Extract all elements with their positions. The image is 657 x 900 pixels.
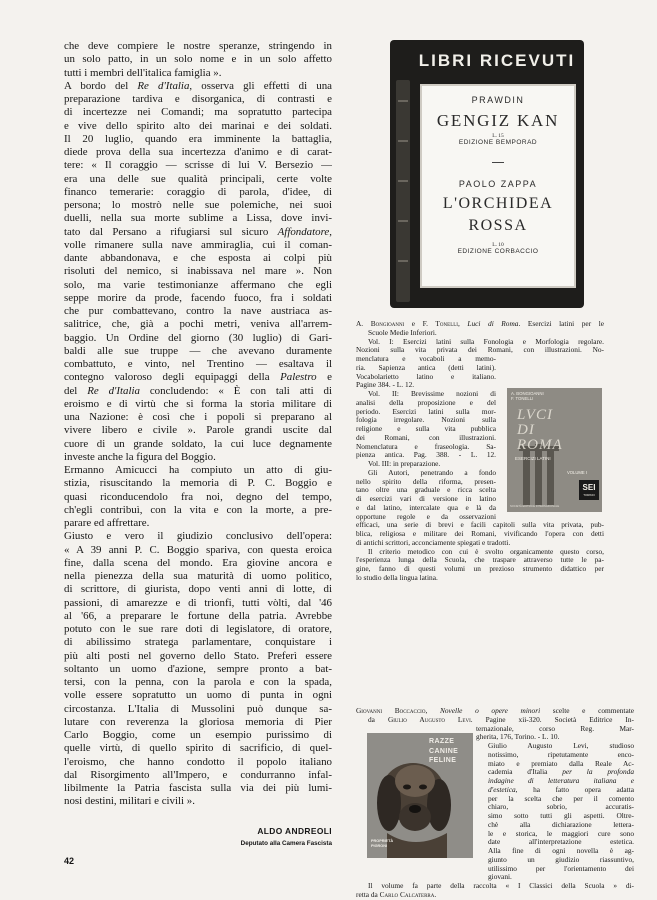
- text-line: seppe morire da prode, facendo fuoco, fra i soldati: [64, 291, 332, 304]
- book-label: [420, 84, 576, 288]
- text-line: Nozioni sulla vita privata dei Romani, con illustrazioni. No-: [356, 346, 604, 355]
- text-line: Vol. II: Brevissime nozioni di: [368, 390, 496, 398]
- text-line: periodo. Esercizi latini sulla mor-: [356, 407, 496, 416]
- text-line: eroismo e di virtù che si forma la storia militare di: [64, 397, 332, 410]
- text-line: fologia irregolare. Nozioni sulla: [356, 416, 496, 425]
- text-line: quelle virtù, di quello spirito di sacrificio, di quel-: [64, 742, 332, 755]
- text-line: opportune regole e da osservazioni: [356, 512, 496, 521]
- text-line: circostanza. L'Italia di Mussolini può dunque sa-: [64, 702, 332, 715]
- text-line: Giusto e vero il giudizio conclusivo dell'opera:: [64, 530, 332, 543]
- text-line: combattuto, e vinto, nel Trentino — esaltava il: [64, 358, 332, 370]
- text-line: di incertezze nei Comandi; ma sopratutto partecipa: [64, 106, 332, 119]
- text-line: e dal latino, intercalate qua e là da: [356, 503, 496, 512]
- text-line: tersi, con la penna, con la parola e con la spada,: [64, 676, 332, 688]
- text-line: diede prova della sua incertezza d'animo e di carat-: [64, 146, 332, 158]
- text-line: dante abbandonava, e che esposta ai colpi più: [64, 252, 332, 264]
- text-line: al '66, a preparare le fortune della patria. Avrebbe: [64, 609, 332, 622]
- text-line: nello spirito della riforma, presen-: [356, 477, 496, 486]
- author-name: ALDO ANDREOLI: [257, 826, 332, 836]
- book-header-title: LIBRI RICEVUTI: [418, 51, 576, 70]
- text-line: retta da Carlo Calcaterra.: [356, 890, 437, 899]
- label-divider: [492, 162, 504, 163]
- cover-authors: A. BONGIOANNI F. TONELLI: [511, 391, 544, 401]
- text-line: una Nazione: è così che i popoli si preparano al: [64, 411, 332, 423]
- text-line: blica, religiosa e militare dei Romani, vivificando l'opera con detti: [356, 530, 604, 538]
- cover-subtitle: ESERCIZI LATINI: [515, 456, 551, 461]
- dog-cover-title: RAZZE CANINE FELINE: [429, 738, 459, 764]
- text-line: ria. Sapienza antica (detti latini).: [356, 363, 496, 372]
- text-line: di scrittore, di giurista, dopo venti anni di lotte, di: [64, 583, 332, 596]
- text-line: A bordo del Re d'Italia, osserva gli effetti di una: [64, 79, 332, 92]
- text-line: dal Risorgimento all'Impero, e condurranno infal-: [64, 768, 332, 781]
- text-line: Il 20 luglio, quando era imminente la battaglia,: [64, 132, 332, 145]
- text-line: per la scelta che per il comento: [488, 794, 634, 803]
- text-line: risoluti del nemico, si inabissava nel mare ». Non: [64, 265, 332, 278]
- book-photo: [390, 40, 584, 308]
- article-body-column: [64, 40, 332, 809]
- text-line: notissimo, ripetutamente enco-: [488, 750, 634, 759]
- text-line: Giovanni Boccaccio, Novelle o opere minori scelte e commentate: [356, 707, 634, 715]
- cover-footer: SOCIETÀ EDITRICE INTERNAZIONALE: [510, 505, 560, 508]
- text-line: date all'interpretazione estetica.: [488, 838, 634, 847]
- text-line: da Giulio Augusto Levi. Pagine xii-320. Società Editrice In-: [368, 715, 634, 724]
- book1-price: L. 15: [492, 133, 504, 139]
- text-line: tato dal Persano a rifugiarsi sul sicuro Affondatore,: [64, 225, 332, 238]
- dog-cover-publisher: PROPRIETÀ PIGRONI: [371, 839, 394, 848]
- book1-author: PRAWDIN: [471, 95, 525, 105]
- text-line: stizia, risuscitando la memoria di P. C. Boggio e: [64, 477, 332, 490]
- text-line: gine, fanno di questi volumi un prezioso strumento didattico per: [356, 565, 604, 573]
- text-line: libilmente la Patria fascista sulla via dei più lumi-: [64, 782, 332, 794]
- text-line: ch'egli contribuì, con la vita e con la morte, a pre-: [64, 503, 332, 516]
- text-line: Il volume fa parte della raccolta « I Classici della Scuola » di-: [368, 882, 634, 890]
- book1-title: GENGIZ KAN: [436, 111, 560, 130]
- text-line: chè alla dichiarazione lettera-: [488, 820, 634, 829]
- text-line: Pagine 384. - L. 12.: [356, 381, 415, 390]
- text-line: pienza antica. Pag. 388. - L. 12.: [356, 451, 496, 460]
- text-line: utilissimo per l'orientamento dei: [488, 864, 634, 873]
- text-line: del Re d'Italia concludendo: « È con tali atti di: [64, 384, 332, 397]
- text-line: le e storica, le maggiori cure sono: [488, 829, 634, 838]
- text-line: era una delle sue qualità principali, certe volte: [64, 172, 332, 185]
- text-line: persona; lo mostrò nelle sue polemiche, nei suoi: [64, 199, 332, 211]
- text-line: duelli, nella sua morte sublime a Lissa, dove invi-: [64, 212, 332, 225]
- text-line: dei Romani, con illustrazioni.: [356, 433, 496, 442]
- text-line: l'eroismo, che hanno condotto il popolo italiano: [64, 755, 332, 768]
- text-line: volle rimanere sulla nave ammiraglia, cui il coman-: [64, 238, 332, 251]
- text-line: giovani.: [488, 873, 512, 882]
- text-line: cademia d'Italia per la profonda: [488, 768, 634, 777]
- text-line: ternazionale, corso Reg. Mar-: [476, 724, 634, 733]
- text-line: A. Bongioanni e F. Tonelli, Luci di Roma. Esercizi latini per le: [356, 320, 604, 328]
- text-line: quasi riconducendolo fra noi, degno del tempo,: [64, 490, 332, 503]
- text-line: Vocabolarietto latino e italiano.: [356, 372, 496, 381]
- text-line: lutare con reverenza la gloriosa memoria di Pier: [64, 715, 332, 728]
- cover-title: LVCI DI ROMA: [517, 407, 563, 453]
- text-line: parare ed affrettare.: [64, 517, 150, 529]
- text-line: di esercizi vari di versione in latino: [356, 495, 496, 503]
- text-line: menclatura e vocaboli a memo-: [356, 355, 496, 363]
- text-line: « A 39 anni P. C. Boggio spariva, con questa eroica: [64, 543, 332, 556]
- text-line: tutti i membri dell'italica famiglia ».: [64, 66, 222, 79]
- text-line: Il criterio metodico con cui è svolto organicamente questo corso,: [368, 547, 604, 556]
- text-line: baggio. Un Ordine del giorno (30 luglio) di Gari-: [64, 331, 332, 344]
- text-line: religione e sulla vita pubblica: [356, 425, 496, 433]
- text-line: che pur combattevano, contro la nave austriaca as-: [64, 305, 332, 317]
- text-line: simo sotto tutti gli aspetti. Oltre-: [488, 812, 634, 820]
- book2-title-line2: ROSSA: [468, 217, 528, 234]
- text-line: miato e premiato dalla Reale Ac-: [488, 759, 634, 768]
- text-line: passioni, di amarezze e di trionfi, tutti vòlti, dal '46: [64, 596, 332, 609]
- book2-price: L. 10: [492, 242, 504, 248]
- text-line: Giulio Augusto Levi, studioso: [488, 742, 634, 750]
- book2-title-line1: L'ORCHIDEA: [442, 195, 554, 212]
- razze-canine-cover-image: [367, 733, 473, 858]
- text-line: investe anche la figura del Boggio.: [64, 450, 216, 463]
- text-line: preparazione tardiva e disorganica, di contrasti e: [64, 93, 332, 105]
- text-line: nosi destini, militari e civili ».: [64, 795, 195, 808]
- author-signature: [200, 826, 332, 847]
- text-line: Vol. I: Esercizi latini sulla Fonologia e Morfologia regolare.: [368, 337, 604, 346]
- text-line: di antichi scrittori, acconciamente spiegati e tradotti.: [356, 538, 511, 547]
- text-line: efficaci, una serie di brevi e facili capitoli sulla vita privata, pub-: [356, 521, 604, 530]
- text-line: tano oltre una graduale e ricca scelta: [356, 486, 496, 495]
- text-line: vivere libero e civile ». Parole grandi uscite dal: [64, 424, 332, 437]
- text-line: Nomenclatura e fraseologia. Sa-: [356, 442, 496, 451]
- book1-publisher: EDIZIONE BEMPORAD: [458, 139, 538, 146]
- text-line: e vive dello spirito alto dei marinai e dei soldati.: [64, 119, 332, 132]
- book2-publisher: EDIZIONE CORBACCIO: [457, 248, 539, 255]
- text-line: cuore di un grande soldato, la cui luce degnamente: [64, 437, 332, 450]
- text-line: più alti posti nel governo dello Stato. Preferì essere: [64, 649, 332, 662]
- text-line: gherita, 176, Torino. - L. 10.: [476, 733, 560, 742]
- text-line: Gli Autori, penetrando a fondo: [368, 468, 496, 477]
- text-line: soltanto un uomo d'azione, sempre pronto a bat-: [64, 662, 332, 675]
- text-line: Ermanno Amicucci ha compiuto un atto di giu-: [64, 464, 332, 476]
- text-line: financo temerarie: coraggio di parola, d'idee, di: [64, 185, 332, 198]
- text-line: Vol. III: in preparazione.: [368, 460, 441, 468]
- text-line: salitrice, che, già a pochi metri, veniva all'arrem-: [64, 318, 332, 331]
- book2-author: PAOLO ZAPPA: [458, 179, 538, 189]
- book-spine: [396, 80, 410, 302]
- page-number: 42: [64, 856, 75, 866]
- text-line: Alla fine di ogni novella è ag-: [488, 847, 634, 855]
- text-line: solo, ma varie testimonianze affermano che egli: [64, 278, 332, 291]
- text-line: l'esperienza lunga della Scuola, che traspare attraverso tutte le pa-: [356, 556, 604, 565]
- text-line: fine, dalla scena del mondo. Era giovine ancora e: [64, 556, 332, 569]
- text-line: Scuole Medie Inferiori.: [368, 328, 437, 337]
- author-role: Deputato alla Camera Fascista: [240, 840, 332, 847]
- cover-volume: VOLUME I: [567, 470, 588, 475]
- text-line: di abilissimo stratega parlamentare, conquistare i: [64, 636, 332, 649]
- text-line: un solo patto, in un solo nome e in un solo affetto: [64, 53, 332, 66]
- text-line: nella pienezza della sua maturità di uomo politico,: [64, 570, 332, 582]
- text-line: baldi alle sue truppe — che avevano duramente: [64, 344, 332, 357]
- luci-di-roma-cover-image: [507, 388, 602, 512]
- text-line: tere: « Il coraggio — scrisse di lui V. Bersezio —: [64, 159, 332, 172]
- text-line: indagine di letteratura italiana e: [488, 777, 634, 785]
- text-line: giunto un giudizio riassuntivo,: [488, 855, 634, 864]
- text-line: lo studio della lingua latina.: [356, 573, 438, 582]
- text-line: potuto con le sue rare doti di legislatore, di oratore,: [64, 623, 332, 635]
- publisher-logo: SEI TORINO: [579, 480, 599, 500]
- text-line: Carlo Boggio, come un esempio purissimo di: [64, 729, 332, 741]
- text-line: che deve compiere le nostre speranze, stringendo in: [64, 40, 332, 52]
- text-line: d'estetica, ha fatto opera adatta: [488, 785, 634, 794]
- text-line: chiaro, sobrio, accuratis-: [488, 803, 634, 812]
- text-line: analisi della proposizione e del: [356, 398, 496, 407]
- text-line: contegno valoroso degli equipaggi della Palestro e: [64, 371, 332, 384]
- text-line: volle essere sopratutto un uomo di punta in ogni: [64, 689, 332, 702]
